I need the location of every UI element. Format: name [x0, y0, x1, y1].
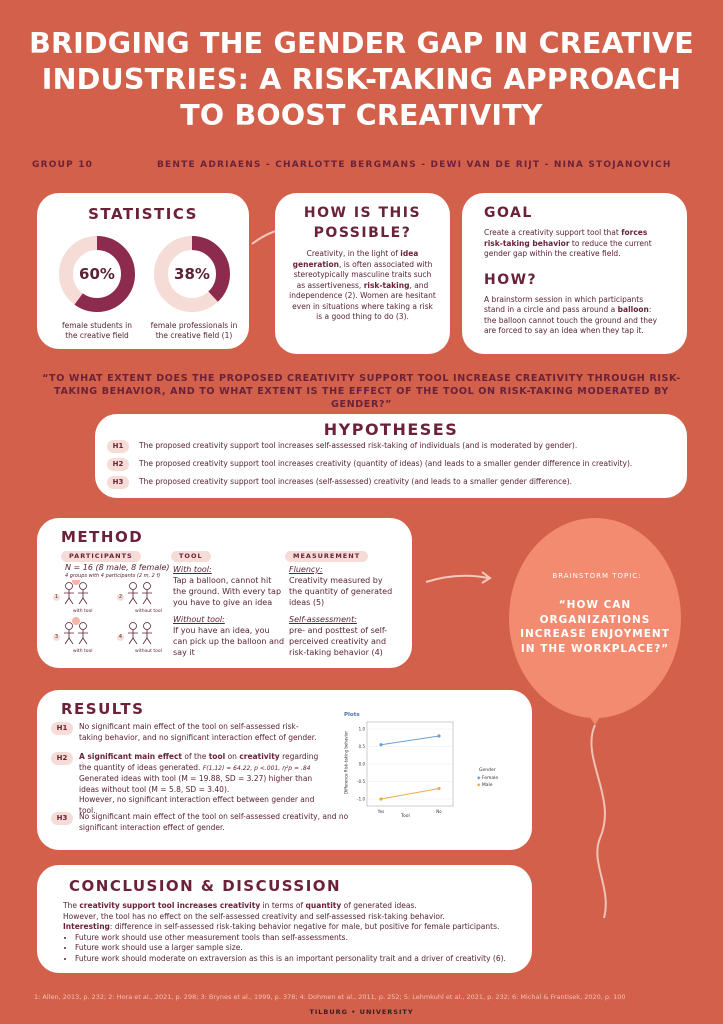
- results-h2-bold-2: tool: [208, 752, 226, 761]
- author-names: BENTE ADRIAENS - CHARLOTTE BERGMANS - DEWI VAN DE RIJT - NINA STOJANOVICH: [157, 160, 672, 170]
- hypotheses-heading: HYPOTHESES: [323, 420, 459, 439]
- statistics-card: [37, 193, 249, 349]
- hypotheses-card: [95, 414, 687, 498]
- stat-caption-2-line-2: the creative field (1): [155, 331, 233, 340]
- legend-title: Gender: [479, 768, 496, 773]
- references: 1: Allen, 2013, p. 232; 2: Hora et al., 2021, p. 298; 3: Brynes et al., 1999, p. 378; 4: Dohmen et al., 2011, p. 252; 5: Lehmkuhl et al., 2021, p. 232; 6: Michal & Frantisek, 2020, p. 100: [34, 993, 626, 1001]
- y-tick-label: 0.5: [358, 744, 365, 749]
- results-h1: [51, 722, 331, 743]
- results-h2-interaction: However, no significant interaction effect between gender and tool.: [79, 795, 315, 815]
- participants-groups: 4 groups with 4 participants (2 m, 2 f): [65, 573, 161, 579]
- donut-value-2: 38%: [174, 265, 210, 283]
- method-heading: METHOD: [61, 528, 144, 546]
- how-possible-text: [289, 249, 436, 323]
- stat-caption-1-line-2: the creative field: [65, 331, 129, 340]
- how-text: [484, 295, 665, 337]
- hypothesis-tag-1: H1: [107, 440, 129, 453]
- donut-female-professionals: [153, 235, 231, 313]
- results-chart: [337, 708, 527, 828]
- results-h2-bold-1: A significant main effect: [79, 752, 183, 761]
- legend-male-marker-icon: ◆: [477, 783, 481, 788]
- y-tick-label: 1.0: [358, 726, 365, 732]
- measurement-label: MEASUREMENT: [285, 551, 368, 562]
- hypothesis-row-1: [107, 440, 675, 453]
- results-h2-text-2: on: [225, 752, 240, 761]
- how-possible-card: [275, 193, 450, 354]
- line-chart: [337, 708, 527, 828]
- stat-caption-1-line-1: female students in: [61, 321, 133, 330]
- conclusion-l1-a: The: [63, 901, 80, 910]
- stat-caption-2-line-1: female professionals in: [150, 321, 238, 330]
- measurement-text: [289, 564, 394, 658]
- future-work-list: [75, 933, 520, 965]
- hypothesis-text-3: The proposed creativity support tool increases (self-assessed) creativity (and leads to a smaller gender difference).: [139, 477, 573, 487]
- conclusion-line-3: [63, 922, 520, 933]
- tool-without-heading: Without tool:: [173, 615, 225, 624]
- results-h2: [51, 752, 331, 816]
- stat-caption-2: [143, 321, 245, 341]
- data-point-female: [437, 734, 440, 737]
- chart-xlabel: Tool: [401, 814, 410, 819]
- data-point-female: [379, 743, 382, 746]
- goal-text: [484, 228, 665, 260]
- method-card: [37, 518, 412, 668]
- hypothesis-row-3: [107, 476, 675, 489]
- results-heading: RESULTS: [61, 700, 145, 718]
- title-line-1: BRIDGING THE GENDER GAP IN CREATIVE: [29, 27, 694, 60]
- how-possible-heading-line-1: HOW IS THIS: [303, 205, 422, 221]
- results-h3: [51, 812, 351, 833]
- conclusion-text: [63, 901, 520, 964]
- stick-figures-icon: [51, 580, 181, 658]
- hypothesis-text-1: The proposed creativity support tool increases self-assessed risk-taking of individuals (and is moderated by gender).: [139, 441, 578, 451]
- goal-card: [462, 193, 687, 354]
- chart-title: Plots: [344, 712, 360, 718]
- results-text-h1: No significant main effect of the tool on self-assessed risk-taking behavior, and no significant interaction effect of gender.: [79, 722, 317, 742]
- x-tick-label: Yes: [377, 809, 385, 814]
- how-possible-text-bold-2: risk-taking: [363, 280, 410, 290]
- goal-text-1: Create a creativity support tool that: [484, 228, 622, 237]
- goal-text-bold: forces risk-taking behavior: [484, 228, 648, 248]
- data-point-male: [379, 797, 382, 800]
- results-text-h3: No significant main effect of the tool on self-assessed creativity, and no significant interaction effect of gender.: [79, 812, 349, 832]
- hypothesis-text-2: The proposed creativity support tool increases creativity (quantity of ideas) (and leads to a smaller gender difference in creativity).: [139, 459, 633, 469]
- group-label-with-1: with tool: [73, 609, 93, 614]
- conclusion-line-1: [63, 901, 520, 912]
- conclusion-heading: CONCLUSION & DISCUSSION: [69, 877, 342, 895]
- future-work-item-1: • Future work should use other measurement tools than self-assessments.: [75, 933, 520, 944]
- tool-text: [173, 564, 285, 658]
- group-label: GROUP 10: [32, 160, 94, 170]
- how-possible-heading: [275, 203, 450, 243]
- data-point-male: [437, 787, 440, 790]
- how-text-2: : the balloon cannot touch the ground and they are forced to say an idea when they tap it.: [484, 305, 658, 335]
- how-possible-text-3: , and independence (2). Women are hesitant even in situations where taking a risk is a good thing to do (3).: [289, 280, 436, 321]
- participants-n: [65, 563, 170, 574]
- balloon-topic-label: BRAINSTORM TOPIC:: [552, 572, 642, 580]
- future-work-item-2: • Future work should use a larger sample size.: [75, 943, 520, 954]
- group-number-2: 2: [118, 594, 123, 600]
- conclusion-l1-bold-2: quantity: [305, 901, 342, 910]
- future-work-item-3: • Future work should moderate on extraversion as this is an important personality trait and a driver of creativity (6).: [75, 954, 520, 965]
- conclusion-l1-e: of generated ideas.: [341, 901, 417, 910]
- tool-with-text: Tap a balloon, cannot hit the ground. With every tap you have to give an idea: [173, 576, 282, 607]
- self-assessment-text: pre- and posttest of self-perceived creativity and risk-taking behavior (4): [289, 626, 388, 657]
- goal-text-2: to reduce the current gender gap within the creative field.: [484, 238, 652, 258]
- conclusion-l1-c: in terms of: [260, 901, 306, 910]
- x-tick-label: No: [436, 809, 442, 814]
- conclusion-l1-bold-1: creativity support tool increases creativity: [79, 901, 261, 910]
- conclusion-l3-text: : difference in self-assessed risk-taking behavior negative for male, but positive for female participants.: [109, 922, 500, 931]
- donut-value-1: 60%: [79, 265, 115, 283]
- participants-n-text: N = 16 (8 male, 8 female): [65, 563, 170, 572]
- group-number-4: 4: [118, 634, 123, 640]
- legend-female: [477, 776, 498, 781]
- research-question: “TO WHAT EXTENT DOES THE PROPOSED CREATIVITY SUPPORT TOOL INCREASE CREATIVITY THROUGH RISK-TAKING BEHAVIOR, AND TO WHAT EXTENT IS THE EFFECT OF THE TOOL ON RISK-TAKING MODERATED BY GENDER?”: [42, 373, 681, 410]
- results-h2-means: Generated ideas with tool (M = 19.88, SD = 3.27) higher than ideas without tool (M = 5.8, SD = 3.40).: [79, 774, 313, 794]
- statistics-heading: STATISTICS: [88, 205, 198, 223]
- chart-ylabel: Difference Risk-taking behavior: [343, 731, 349, 794]
- group-number-1: 1: [54, 594, 59, 600]
- how-heading: HOW?: [484, 271, 538, 288]
- how-text-bold: balloon: [617, 305, 649, 314]
- university-logo: TILBURG • UNIVERSITY: [309, 1008, 414, 1016]
- results-h2-text-3: regarding the quantity of ideas generated.: [79, 752, 319, 772]
- series-line-female: [381, 736, 439, 745]
- group-label-without-4: without tool: [135, 649, 162, 654]
- conclusion-card: [37, 865, 532, 973]
- legend-male-label: Male: [481, 783, 493, 788]
- group-label-without-2: without tool: [135, 609, 162, 614]
- poster-title: [0, 26, 723, 134]
- goal-heading: GOAL: [484, 205, 533, 221]
- legend-female-label: Female: [481, 776, 499, 781]
- tool-label: TOOL: [171, 551, 211, 562]
- results-h2-bold-3: creativity: [239, 752, 280, 761]
- participant-groups-illustration: [51, 580, 181, 658]
- results-card: [37, 690, 532, 850]
- tool-with-heading: With tool:: [173, 565, 212, 574]
- how-text-1: A brainstorm session in which participants stand in a circle and pass around a: [484, 294, 644, 314]
- results-tag-h3: H3: [51, 812, 73, 825]
- self-assessment-heading: Self-assessment:: [289, 615, 357, 624]
- hypothesis-row-2: [107, 458, 675, 471]
- group-label-with-3: with tool: [73, 649, 93, 654]
- fluency-text: Creativity measured by the quantity of generated ideas (5): [289, 576, 393, 607]
- results-tag-h1: H1: [51, 722, 73, 735]
- how-possible-text-2: , is often associated with stereotypically masculine traits such as assertiveness,: [293, 259, 433, 290]
- results-text-h2: [79, 752, 329, 816]
- arrow-icon-2: [424, 566, 496, 588]
- conclusion-line-2: However, the tool has no effect on the self-assessed creativity and self-assessed risk-taking behavior.: [63, 911, 445, 921]
- y-tick-label: 0.0: [358, 761, 365, 767]
- title-line-3: TO BOOST CREATIVITY: [180, 99, 543, 132]
- how-possible-heading-line-2: POSSIBLE?: [313, 225, 412, 241]
- y-tick-label: -0.5: [357, 779, 365, 784]
- legend-male: [477, 783, 493, 788]
- title-line-2: INDUSTRIES: A RISK-TAKING APPROACH: [41, 63, 682, 96]
- stat-caption-1: [47, 321, 147, 341]
- how-possible-text-1: Creativity, in the light of: [306, 249, 401, 258]
- legend-female-marker-icon: ◆: [477, 776, 481, 781]
- donut-female-students: [58, 235, 136, 313]
- y-tick-label: -1.0: [357, 796, 365, 802]
- results-h2-stat: F(1,12) = 64.22, p <.001, η²p = .84: [202, 764, 311, 772]
- conclusion-l3-bold: Interesting: [63, 922, 110, 931]
- results-tag-h2: H2: [51, 752, 73, 765]
- balloon-question: “HOW CAN ORGANIZATIONS INCREASE ENJOYMENT IN THE WORKPLACE?”: [520, 599, 670, 655]
- series-line-male: [381, 789, 439, 800]
- participants-label: PARTICIPANTS: [61, 551, 141, 562]
- results-h2-text-1: of the: [182, 752, 209, 761]
- fluency-heading: Fluency:: [289, 565, 323, 574]
- group-number-3: 3: [54, 634, 59, 640]
- tool-without-text: If you have an idea, you can pick up the balloon and say it: [173, 626, 285, 657]
- hypothesis-tag-2: H2: [107, 458, 129, 471]
- how-possible-text-bold-1: idea generation: [292, 249, 419, 269]
- hypothesis-tag-3: H3: [107, 476, 129, 489]
